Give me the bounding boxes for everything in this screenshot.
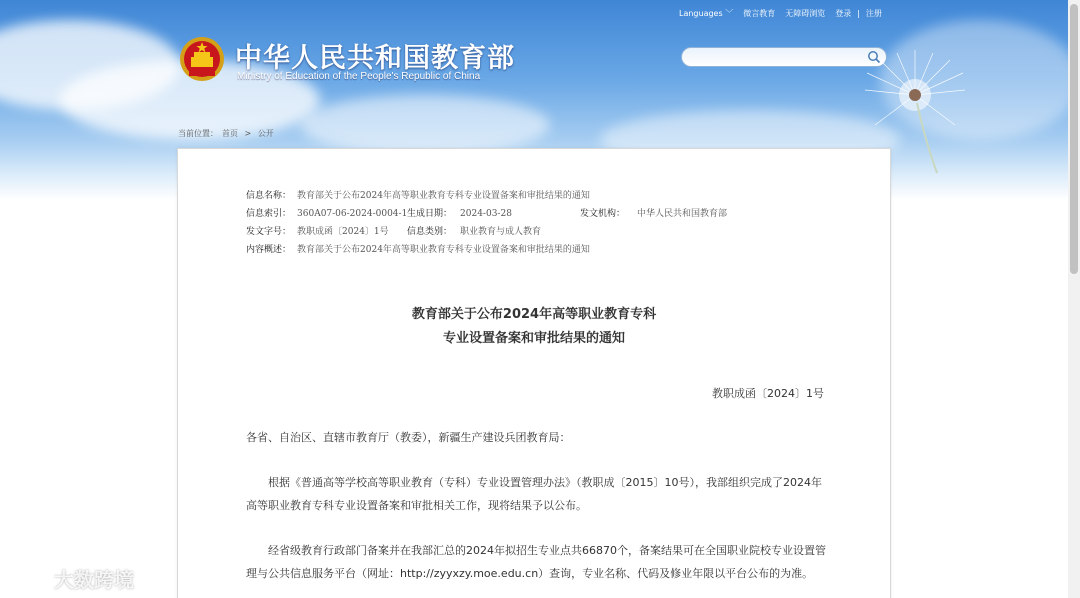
- vertical-scrollbar[interactable]: [1068, 0, 1080, 598]
- watermark: [8, 564, 134, 593]
- cloud-decoration: [300, 95, 550, 155]
- braille-link[interactable]: 微言教育: [743, 9, 776, 18]
- document-title-line2: 专业设置备案和审批结果的通知: [442, 331, 625, 346]
- meta-category-value: 职业教育与成人教育: [460, 227, 542, 237]
- meta-issuer-label: 发文机构：: [580, 209, 626, 219]
- breadcrumb-home-link[interactable]: 首页: [222, 129, 238, 138]
- meta-name-label: 信息名称：: [246, 191, 292, 201]
- login-link[interactable]: 登录: [835, 9, 852, 18]
- scrollbar-thumb[interactable]: [1070, 4, 1078, 274]
- document-paragraph-2: 经省级教育行政部门备案并在我部汇总的2024年拟招生专业点共66870个，备案结果可在全国职业院校专业设置管理与公共信息服务平台（网址：http://zyyxzy.moe.edu.cn）查询，专业名称、代码及修业年限以平台公布的为准。: [246, 544, 826, 580]
- breadcrumb: [178, 128, 278, 139]
- breadcrumb-separator: >: [244, 129, 252, 138]
- search-input[interactable]: [690, 51, 874, 69]
- register-link[interactable]: 注册: [865, 9, 882, 18]
- meta-summary-label: 内容概述：: [246, 245, 292, 255]
- meta-row-docno: [246, 224, 541, 237]
- meta-row-index: [246, 206, 727, 219]
- watermark-text: 大数跨境: [54, 568, 134, 592]
- languages-label: Languages: [679, 9, 723, 18]
- meta-date-value: 2024-03-28: [460, 209, 512, 219]
- document-number: 教职成函〔2024〕1号: [712, 387, 824, 400]
- meta-category-label: 信息类别：: [407, 227, 453, 237]
- meta-issuer-value: 中华人民共和国教育部: [637, 209, 728, 219]
- meta-date-label: 生成日期：: [407, 209, 453, 219]
- chevron-down-icon: ﹀: [725, 9, 734, 18]
- meta-index-label: 信息索引：: [246, 209, 292, 219]
- meta-row-name: [246, 188, 590, 201]
- breadcrumb-prefix: 当前位置：: [178, 129, 218, 138]
- nav-divider: |: [857, 9, 860, 18]
- meta-docno-label: 发文字号：: [246, 227, 292, 237]
- meta-row-summary: [246, 242, 590, 255]
- breadcrumb-current-link[interactable]: 公开: [257, 129, 274, 138]
- meta-name-value: 教育部关于公布2024年高等职业教育专科专业设置备案和审批结果的通知: [297, 191, 590, 201]
- national-emblem-icon: [179, 35, 225, 83]
- meta-docno-value: 教职成函〔2024〕1号: [297, 227, 389, 237]
- site-title[interactable]: 中华人民共和国教育部: [235, 43, 515, 74]
- accessibility-link[interactable]: 无障碍浏览: [785, 9, 826, 18]
- meta-summary-value: 教育部关于公布2024年高等职业教育专科专业设置备案和审批结果的通知: [297, 245, 590, 255]
- document-title-line1: 教育部关于公布2024年高等职业教育专科: [411, 307, 657, 322]
- document-salutation: 各省、自治区、直辖市教育厅（教委），新疆生产建设兵团教育局：: [246, 431, 571, 444]
- languages-menu[interactable]: [679, 8, 733, 19]
- watermark-logo-icon: [8, 568, 50, 590]
- site-subtitle: Ministry of Education of the People's Republic of China: [237, 71, 481, 82]
- meta-index-value: 360A07-06-2024-0004-1: [297, 209, 408, 219]
- document-paragraph-1: 根据《普通高等学校高等职业教育（专科）专业设置管理办法》（教职成〔2015〕10号），我部组织完成了2024年高等职业教育专科专业设置备案和审批相关工作，现将结果予以公布。: [246, 476, 822, 512]
- top-nav: [679, 8, 882, 19]
- document-card: [177, 148, 891, 598]
